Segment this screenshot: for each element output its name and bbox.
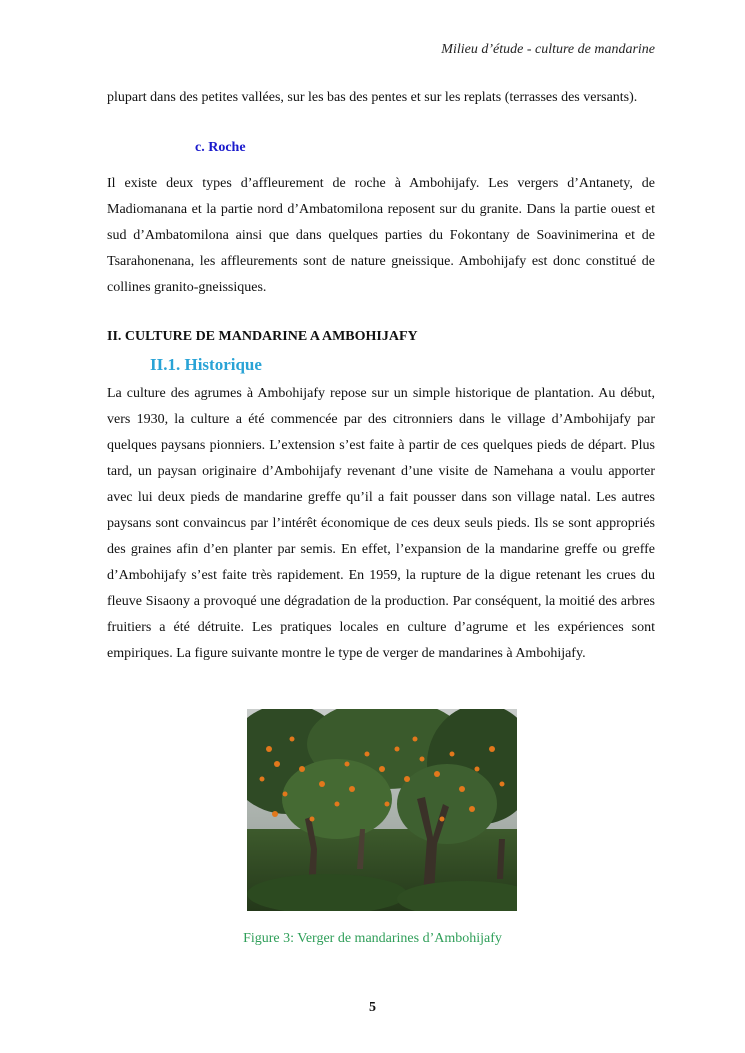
section-heading: II. CULTURE DE MANDARINE A AMBOHIJAFY — [107, 329, 418, 344]
continuation-paragraph — [107, 85, 655, 111]
figure-caption: Figure 3: Verger de mandarines d’Ambohijafy — [243, 931, 502, 946]
historique-paragraph — [107, 381, 655, 667]
paragraph-text: Il existe deux types d’affleurement de roche à Ambohijafy. Les vergers d’Antanety, de Madiomanana et la partie nord d’Ambatomilona reposent sur du granite. Dans la partie ouest et sud d’Ambatomilona ainsi que dans quelques parties du Fokontany de Soavinimerina et de Tsarahonenana, les affleurements sont de nature gneissique. Ambohijafy est donc constitué de collines granito-gneissiques. — [107, 176, 655, 295]
paragraph-text: plupart dans des petites vallées, sur les bas des pentes et sur les replats (terrasses des versants). — [107, 90, 638, 105]
page-number: 5 — [369, 1000, 376, 1015]
mandarin-orchard-illustration — [247, 709, 517, 911]
paragraph-text: La culture des agrumes à Ambohijafy repose sur un simple historique de plantation. Au début, vers 1930, la culture a été commencée par des citronniers dans le village d’Ambohijafy par quelques paysans pionniers. L’extension s’est faite à partir de ces quelques pieds de départ. Plus tard, un paysan originaire d’Ambohijafy revenant d’une visite de Namehana a voulu apporter avec lui deux pieds de mandarine greffe qu’il a fait pousser dans son village natal. Les autres paysans sont convaincus par l’intérêt économique de ces deux seuls pieds. Ils se sont appropriés des graines afin d’en planter par semis. En effet, l’expansion de la mandarine greffe ou greffe d’Ambohijafy s’est faite très rapidement. En 1959, la rupture de la digue retenant les crues du fleuve Sisaony a provoqué une dégradation de la production. Par conséquent, la moitié des arbres fruitiers a été détruite. Les pratiques locales en culture d’agrume et les expériences sont empiriques. La figure suivante montre le type de verger de mandarines à Ambohijafy. — [107, 386, 655, 661]
orchard-photo — [247, 709, 517, 911]
subheading-roche: c. Roche — [195, 140, 246, 155]
roche-paragraph — [107, 171, 655, 301]
subsection-heading-historique: II.1. Historique — [150, 355, 262, 374]
running-header: Milieu d’étude - culture de mandarine — [441, 42, 655, 57]
